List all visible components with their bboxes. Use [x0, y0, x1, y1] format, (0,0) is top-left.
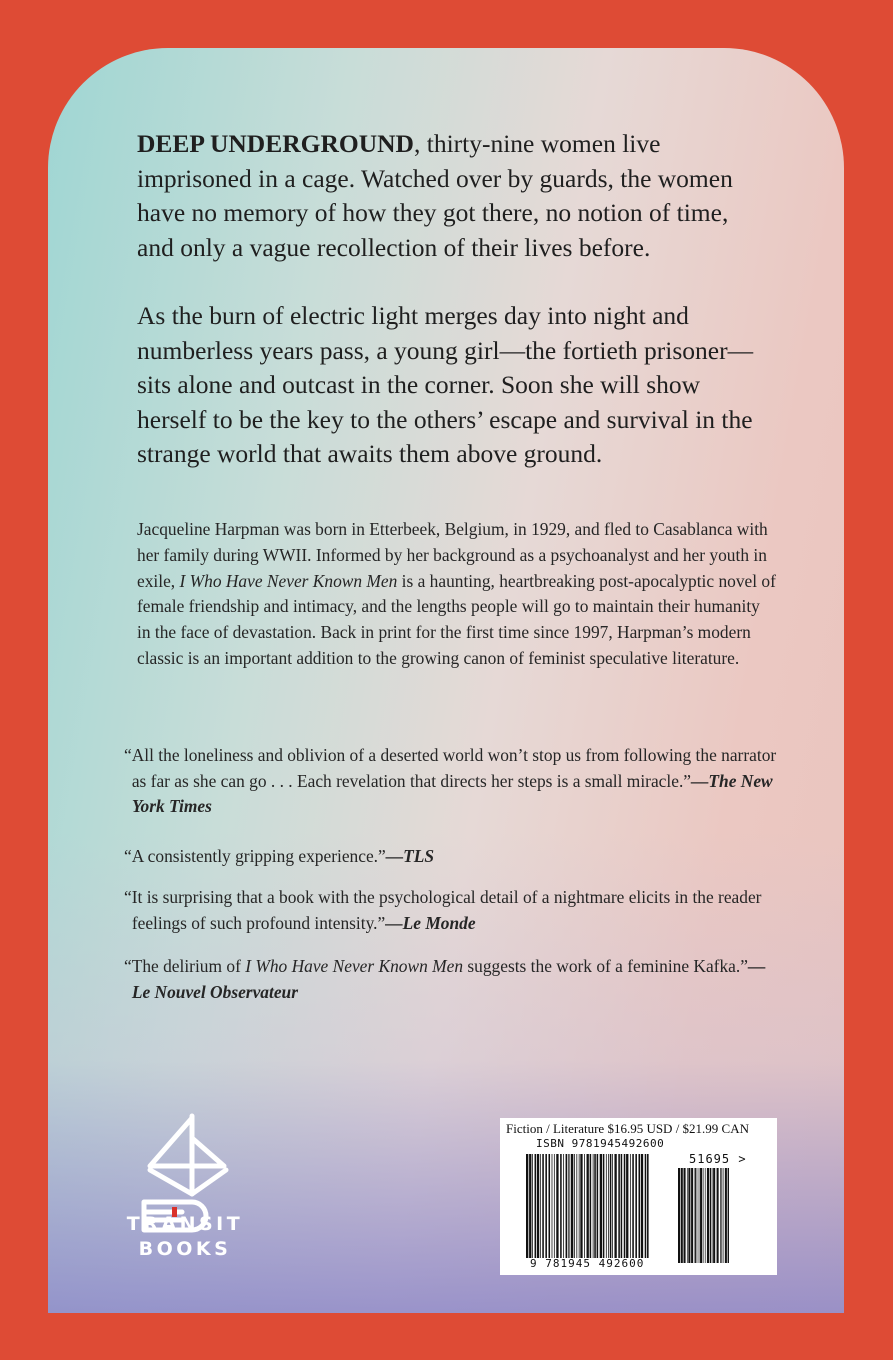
barcode-bar: [590, 1154, 592, 1258]
lead-rest: , thirty-nine women live imprisoned in a cage. Watched over by guards, the women have no memory of how they got there, no notion of time, and only a vague recollection of their lives before.: [137, 129, 733, 262]
quote-text-post: suggests the work of a feminine Kafka.”: [463, 956, 748, 976]
lead-bold: DEEP UNDERGROUND: [137, 129, 414, 158]
barcode-bar: [712, 1168, 713, 1263]
barcode-bar: [691, 1168, 693, 1263]
quote-text: “All the loneliness and oblivion of a deserted world won’t stop us from following the narrator as far as she can go . . . Each revelation that directs her steps is a small miracle.”: [124, 745, 777, 791]
barcode-bar: [526, 1154, 528, 1258]
barcode-bar: [681, 1168, 683, 1263]
review-quote: [124, 885, 782, 936]
barcode-bar: [632, 1154, 634, 1258]
barcode-bar: [721, 1168, 722, 1263]
quote-text-pre: “The delirium of: [124, 956, 246, 976]
isbn-label: ISBN 9781945492600: [536, 1137, 665, 1150]
isbn-digits: 9 781945 492600: [530, 1257, 645, 1270]
barcode-bar: [554, 1154, 555, 1258]
barcode-bar: [556, 1154, 558, 1258]
barcode-bar: [697, 1168, 698, 1263]
barcode-bar: [641, 1154, 643, 1258]
barcode-bar: [579, 1154, 580, 1258]
barcode-bar: [560, 1154, 562, 1258]
price-addon-digits: 51695 >: [689, 1152, 747, 1166]
barcode-bar: [584, 1154, 585, 1258]
barcode-bar: [703, 1168, 704, 1263]
barcode-bar: [626, 1154, 628, 1258]
barcode-bar: [594, 1154, 596, 1258]
barcode-bar: [576, 1154, 577, 1258]
barcode-bar: [540, 1154, 541, 1258]
barcode-bar: [687, 1168, 688, 1263]
barcode-bar: [717, 1168, 719, 1263]
barcode-bar: [639, 1154, 641, 1258]
barcode-bar: [568, 1154, 569, 1258]
barcode-bar: [707, 1168, 709, 1263]
back-cover-panel: [48, 48, 844, 1313]
publisher-line-2: BOOKS: [138, 1238, 232, 1260]
barcode-bar: [618, 1154, 620, 1258]
barcode-bar: [720, 1168, 721, 1263]
barcode-bar: [684, 1168, 686, 1263]
lead-paragraph: [137, 127, 757, 265]
barcode-bar: [713, 1168, 715, 1263]
quote-source: —TLS: [385, 846, 435, 866]
barcode-bar: [728, 1168, 729, 1263]
barcode-bar: [678, 1168, 680, 1263]
price-line: Fiction / Literature $16.95 USD / $21.99 CAN: [506, 1121, 750, 1136]
barcode-bar: [624, 1154, 626, 1258]
lead-paragraph-2: As the burn of electric light merges day into night and numberless years pass, a young girl—the fortieth prisoner—sits alone and outcast in the corner. Soon she will show herself to be the key to the others’ escape and survival in the strange world that awaits them above ground.: [137, 301, 754, 469]
barcode-bar: [700, 1168, 702, 1263]
quote-source: —Le Nouvel Observateur: [131, 956, 766, 1002]
barcode-bar: [645, 1154, 647, 1258]
barcode-bar: [621, 1154, 623, 1258]
author-text-2: is a haunting, heartbreaking post-apocalyptic novel of female friendship and intimacy, and the lengths people will go to maintain their humanity in the face of devastation. Back in print for the first time since 1997, Harpman’s modern classic is an important addition to the growing canon of feminist speculative literature.: [137, 570, 776, 668]
book-title: I Who Have Never Known Men: [179, 570, 398, 591]
author-paragraph: [137, 517, 777, 672]
barcode-bar: [647, 1154, 649, 1258]
barcode-bar: [612, 1154, 613, 1258]
quote-text: “A consistently gripping experience.”: [124, 846, 386, 866]
barcode-bar: [580, 1154, 582, 1258]
barcode-bar: [535, 1154, 537, 1258]
addon-barcode: [678, 1168, 740, 1263]
barcode-bar: [603, 1154, 605, 1258]
barcode-bar: [552, 1154, 553, 1258]
quote-source: —Le Monde: [385, 912, 476, 933]
barcode-bar: [563, 1154, 564, 1258]
barcode-bar: [571, 1154, 573, 1258]
barcode-bar: [549, 1154, 551, 1258]
barcode-bar: [566, 1154, 568, 1258]
barcode-bar: [574, 1154, 575, 1258]
barcode-bar: [705, 1168, 706, 1263]
barcode-bar: [699, 1168, 700, 1263]
barcode-bar: [614, 1154, 616, 1258]
review-quote: [124, 844, 782, 870]
review-quote: [124, 954, 782, 1005]
isbn-barcode: [526, 1154, 661, 1258]
author-text-1: Jacqueline Harpman was born in Etterbeek, Belgium, in 1929, and fled to Casablanca with her family during WWII. Informed by her background as a psychoanalyst and her youth in exile,: [137, 519, 768, 591]
barcode-bar: [688, 1168, 690, 1263]
barcode-bar: [606, 1154, 607, 1258]
barcode-bar: [545, 1154, 547, 1258]
quote-source: —The New York Times: [131, 770, 773, 817]
barcode-bar: [529, 1154, 531, 1258]
barcode-bar: [723, 1168, 724, 1263]
quote-text: “It is surprising that a book with the psychological detail of a nightmare elicits in the reader feelings of such profound intensity.”: [124, 887, 762, 933]
publisher-wordmark: [120, 1212, 250, 1262]
barcode-bar: [635, 1154, 637, 1258]
barcode-box: [500, 1118, 777, 1275]
barcode-bar: [593, 1154, 594, 1258]
review-quote: [124, 743, 782, 820]
barcode-bar: [532, 1154, 533, 1258]
quote-book-title: I Who Have Never Known Men: [245, 956, 464, 976]
barcode-bar: [569, 1154, 570, 1258]
barcode-bar: [608, 1154, 609, 1258]
barcode-bar: [610, 1154, 612, 1258]
barcode-bar: [725, 1168, 727, 1263]
publisher-line-1: TRANSIT: [126, 1213, 244, 1235]
barcode-bar: [537, 1154, 539, 1258]
barcode-bar: [542, 1154, 544, 1258]
barcode-bar: [710, 1168, 711, 1263]
barcode-bar: [695, 1168, 696, 1263]
barcode-bar: [597, 1154, 599, 1258]
barcode-bar: [587, 1154, 589, 1258]
barcode-bar: [600, 1154, 602, 1258]
barcode-bar: [630, 1154, 631, 1258]
